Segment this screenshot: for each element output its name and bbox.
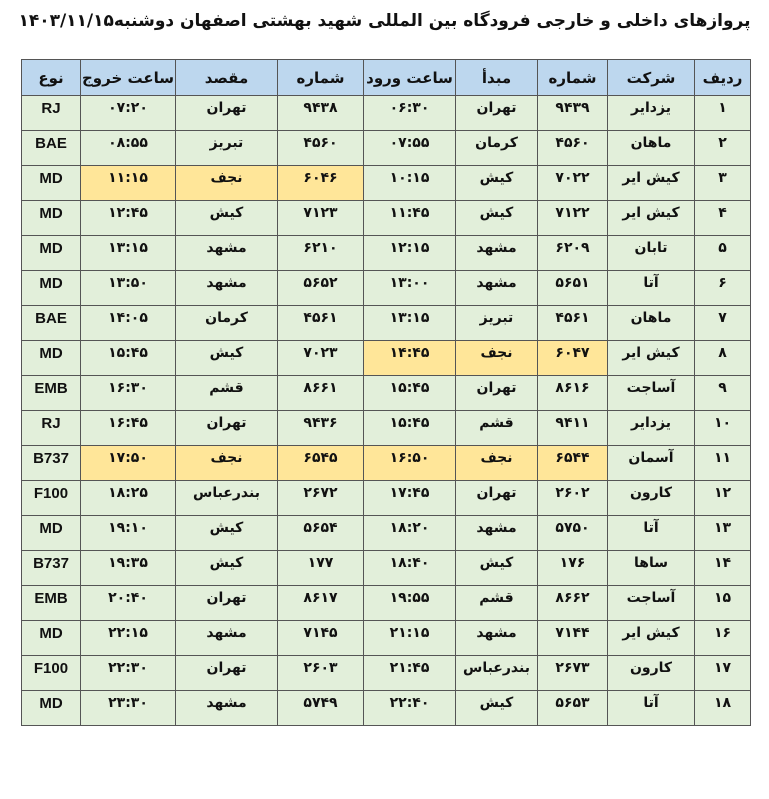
row-number-cell: ۱۳: [695, 516, 751, 551]
aircraft-type-cell: EMB: [22, 586, 81, 621]
header-origin: مبدأ: [456, 60, 538, 96]
destination-cell: بندرعباس: [176, 481, 278, 516]
table-row: [22, 166, 751, 201]
flight-rows: [22, 96, 751, 726]
departure-time-cell: ۲۲:۱۵: [81, 621, 176, 656]
arrival-flight-number-cell: ۶۵۴۴: [538, 446, 608, 481]
origin-cell: قشم: [456, 586, 538, 621]
table-row: [22, 306, 751, 341]
aircraft-type-cell: MD: [22, 201, 81, 236]
airline-cell: آتا: [608, 516, 695, 551]
departure-flight-number-cell: ۸۶۱۷: [278, 586, 364, 621]
header-airline: شرکت: [608, 60, 695, 96]
aircraft-type-cell: MD: [22, 621, 81, 656]
departure-time-cell: ۱۵:۴۵: [81, 341, 176, 376]
departure-flight-number-cell: ۷۱۲۳: [278, 201, 364, 236]
origin-cell: تهران: [456, 481, 538, 516]
aircraft-type-cell: B737: [22, 551, 81, 586]
table-row: [22, 411, 751, 446]
aircraft-type-cell: RJ: [22, 411, 81, 446]
origin-cell: کیش: [456, 551, 538, 586]
departure-time-cell: ۱۹:۱۰: [81, 516, 176, 551]
departure-flight-number-cell: ۵۶۵۴: [278, 516, 364, 551]
airline-cell: کیش ایر: [608, 166, 695, 201]
departure-time-cell: ۲۰:۴۰: [81, 586, 176, 621]
destination-cell: نجف: [176, 446, 278, 481]
arrival-flight-number-cell: ۹۴۱۱: [538, 411, 608, 446]
table-row: [22, 481, 751, 516]
origin-cell: کیش: [456, 691, 538, 726]
arrival-flight-number-cell: ۵۶۵۱: [538, 271, 608, 306]
arrival-flight-number-cell: ۴۵۶۱: [538, 306, 608, 341]
destination-cell: کیش: [176, 201, 278, 236]
arrival-time-cell: ۱۵:۴۵: [364, 411, 456, 446]
table-row: [22, 516, 751, 551]
departure-flight-number-cell: ۶۰۴۶: [278, 166, 364, 201]
arrival-time-cell: ۰۶:۳۰: [364, 96, 456, 131]
row-number-cell: ۱: [695, 96, 751, 131]
row-number-cell: ۱۴: [695, 551, 751, 586]
departure-time-cell: ۱۳:۱۵: [81, 236, 176, 271]
destination-cell: مشهد: [176, 271, 278, 306]
table-row: [22, 96, 751, 131]
arrival-flight-number-cell: ۷۱۴۴: [538, 621, 608, 656]
page-title: پروازهای داخلی و خارجی فرودگاه بین المللی شهید بهشتی اصفهان دوشنبه۱۴۰۳/۱۱/۱۵: [18, 11, 751, 31]
row-number-cell: ۱۶: [695, 621, 751, 656]
arrival-time-cell: ۱۳:۱۵: [364, 306, 456, 341]
aircraft-type-cell: MD: [22, 691, 81, 726]
origin-cell: مشهد: [456, 271, 538, 306]
airline-cell: کیش ایر: [608, 621, 695, 656]
table-row: [22, 341, 751, 376]
departure-time-cell: ۱۳:۵۰: [81, 271, 176, 306]
row-number-cell: ۱۸: [695, 691, 751, 726]
header-row-number: ردیف: [695, 60, 751, 96]
aircraft-type-cell: RJ: [22, 96, 81, 131]
airline-cell: یزدایر: [608, 411, 695, 446]
origin-cell: نجف: [456, 341, 538, 376]
departure-flight-number-cell: ۶۵۴۵: [278, 446, 364, 481]
departure-flight-number-cell: ۱۷۷: [278, 551, 364, 586]
row-number-cell: ۳: [695, 166, 751, 201]
header-aircraft-type: نوع: [22, 60, 81, 96]
airline-cell: کارون: [608, 656, 695, 691]
aircraft-type-cell: EMB: [22, 376, 81, 411]
origin-cell: مشهد: [456, 516, 538, 551]
origin-cell: کیش: [456, 201, 538, 236]
aircraft-type-cell: B737: [22, 446, 81, 481]
departure-time-cell: ۰۷:۲۰: [81, 96, 176, 131]
table-row: [22, 691, 751, 726]
table-row: [22, 551, 751, 586]
table-row: [22, 586, 751, 621]
departure-time-cell: ۱۶:۴۵: [81, 411, 176, 446]
destination-cell: مشهد: [176, 236, 278, 271]
arrival-time-cell: ۱۴:۴۵: [364, 341, 456, 376]
destination-cell: نجف: [176, 166, 278, 201]
arrival-flight-number-cell: ۸۶۶۲: [538, 586, 608, 621]
row-number-cell: ۱۰: [695, 411, 751, 446]
airline-cell: تابان: [608, 236, 695, 271]
aircraft-type-cell: MD: [22, 236, 81, 271]
destination-cell: تهران: [176, 411, 278, 446]
destination-cell: کرمان: [176, 306, 278, 341]
departure-time-cell: ۲۲:۳۰: [81, 656, 176, 691]
departure-flight-number-cell: ۸۶۶۱: [278, 376, 364, 411]
arrival-time-cell: ۱۷:۴۵: [364, 481, 456, 516]
table-row: [22, 446, 751, 481]
origin-cell: مشهد: [456, 621, 538, 656]
airline-cell: آسمان: [608, 446, 695, 481]
arrival-time-cell: ۱۱:۴۵: [364, 201, 456, 236]
row-number-cell: ۶: [695, 271, 751, 306]
departure-time-cell: ۱۴:۰۵: [81, 306, 176, 341]
aircraft-type-cell: MD: [22, 341, 81, 376]
airline-cell: کیش ایر: [608, 341, 695, 376]
airline-cell: کیش ایر: [608, 201, 695, 236]
destination-cell: کیش: [176, 516, 278, 551]
departure-time-cell: ۱۸:۲۵: [81, 481, 176, 516]
arrival-flight-number-cell: ۵۷۵۰: [538, 516, 608, 551]
table-row: [22, 656, 751, 691]
arrival-time-cell: ۱۹:۵۵: [364, 586, 456, 621]
aircraft-type-cell: BAE: [22, 131, 81, 166]
arrival-flight-number-cell: ۹۴۳۹: [538, 96, 608, 131]
departure-time-cell: ۰۸:۵۵: [81, 131, 176, 166]
origin-cell: تبریز: [456, 306, 538, 341]
arrival-time-cell: ۱۳:۰۰: [364, 271, 456, 306]
header-arrival-flight-number: شماره: [538, 60, 608, 96]
departure-flight-number-cell: ۴۵۶۱: [278, 306, 364, 341]
aircraft-type-cell: BAE: [22, 306, 81, 341]
arrival-flight-number-cell: ۶۲۰۹: [538, 236, 608, 271]
origin-cell: کرمان: [456, 131, 538, 166]
destination-cell: تهران: [176, 656, 278, 691]
row-number-cell: ۱۷: [695, 656, 751, 691]
departure-time-cell: ۱۷:۵۰: [81, 446, 176, 481]
row-number-cell: ۱۲: [695, 481, 751, 516]
flights-table: [21, 59, 751, 726]
origin-cell: نجف: [456, 446, 538, 481]
row-number-cell: ۹: [695, 376, 751, 411]
table-row: [22, 621, 751, 656]
arrival-flight-number-cell: ۷۰۲۲: [538, 166, 608, 201]
row-number-cell: ۵: [695, 236, 751, 271]
departure-time-cell: ۱۱:۱۵: [81, 166, 176, 201]
origin-cell: مشهد: [456, 236, 538, 271]
origin-cell: قشم: [456, 411, 538, 446]
departure-time-cell: ۲۳:۳۰: [81, 691, 176, 726]
arrival-time-cell: ۲۱:۴۵: [364, 656, 456, 691]
table-row: [22, 376, 751, 411]
row-number-cell: ۷: [695, 306, 751, 341]
arrival-time-cell: ۱۰:۱۵: [364, 166, 456, 201]
airline-cell: آتا: [608, 271, 695, 306]
header-arrival-time: ساعت ورود: [364, 60, 456, 96]
arrival-time-cell: ۱۶:۵۰: [364, 446, 456, 481]
departure-flight-number-cell: ۴۵۶۰: [278, 131, 364, 166]
arrival-flight-number-cell: ۵۶۵۳: [538, 691, 608, 726]
departure-time-cell: ۱۲:۴۵: [81, 201, 176, 236]
aircraft-type-cell: F100: [22, 481, 81, 516]
row-number-cell: ۱۱: [695, 446, 751, 481]
airline-cell: ساها: [608, 551, 695, 586]
row-number-cell: ۱۵: [695, 586, 751, 621]
arrival-time-cell: ۱۵:۴۵: [364, 376, 456, 411]
origin-cell: بندرعباس: [456, 656, 538, 691]
arrival-flight-number-cell: ۴۵۶۰: [538, 131, 608, 166]
destination-cell: مشهد: [176, 621, 278, 656]
table-row: [22, 236, 751, 271]
airline-cell: ماهان: [608, 306, 695, 341]
arrival-time-cell: ۱۸:۴۰: [364, 551, 456, 586]
table-row: [22, 201, 751, 236]
table-row: [22, 131, 751, 166]
arrival-flight-number-cell: ۲۶۰۲: [538, 481, 608, 516]
departure-flight-number-cell: ۵۷۴۹: [278, 691, 364, 726]
row-number-cell: ۴: [695, 201, 751, 236]
airline-cell: یزدایر: [608, 96, 695, 131]
aircraft-type-cell: MD: [22, 166, 81, 201]
arrival-time-cell: ۰۷:۵۵: [364, 131, 456, 166]
destination-cell: تهران: [176, 586, 278, 621]
table-row: [22, 271, 751, 306]
origin-cell: تهران: [456, 96, 538, 131]
origin-cell: کیش: [456, 166, 538, 201]
destination-cell: تهران: [176, 96, 278, 131]
departure-flight-number-cell: ۶۲۱۰: [278, 236, 364, 271]
airline-cell: آساجت: [608, 586, 695, 621]
departure-time-cell: ۱۶:۳۰: [81, 376, 176, 411]
aircraft-type-cell: MD: [22, 271, 81, 306]
header-departure-flight-number: شماره: [278, 60, 364, 96]
arrival-time-cell: ۱۸:۲۰: [364, 516, 456, 551]
departure-flight-number-cell: ۲۶۷۲: [278, 481, 364, 516]
arrival-flight-number-cell: ۸۶۱۶: [538, 376, 608, 411]
arrival-time-cell: ۲۱:۱۵: [364, 621, 456, 656]
airline-cell: ماهان: [608, 131, 695, 166]
destination-cell: مشهد: [176, 691, 278, 726]
destination-cell: کیش: [176, 341, 278, 376]
departure-flight-number-cell: ۷۱۴۵: [278, 621, 364, 656]
arrival-flight-number-cell: ۶۰۴۷: [538, 341, 608, 376]
departure-flight-number-cell: ۹۴۳۸: [278, 96, 364, 131]
header-departure-time: ساعت خروج: [81, 60, 176, 96]
origin-cell: تهران: [456, 376, 538, 411]
arrival-time-cell: ۲۲:۴۰: [364, 691, 456, 726]
destination-cell: تبریز: [176, 131, 278, 166]
departure-flight-number-cell: ۲۶۰۳: [278, 656, 364, 691]
arrival-flight-number-cell: ۲۶۷۳: [538, 656, 608, 691]
arrival-flight-number-cell: ۱۷۶: [538, 551, 608, 586]
header-row: [22, 60, 751, 96]
row-number-cell: ۸: [695, 341, 751, 376]
header-destination: مقصد: [176, 60, 278, 96]
aircraft-type-cell: MD: [22, 516, 81, 551]
airline-cell: آساجت: [608, 376, 695, 411]
departure-flight-number-cell: ۵۶۵۲: [278, 271, 364, 306]
arrival-flight-number-cell: ۷۱۲۲: [538, 201, 608, 236]
aircraft-type-cell: F100: [22, 656, 81, 691]
destination-cell: قشم: [176, 376, 278, 411]
row-number-cell: ۲: [695, 131, 751, 166]
airline-cell: آتا: [608, 691, 695, 726]
departure-flight-number-cell: ۷۰۲۳: [278, 341, 364, 376]
departure-time-cell: ۱۹:۳۵: [81, 551, 176, 586]
departure-flight-number-cell: ۹۴۳۶: [278, 411, 364, 446]
airline-cell: کارون: [608, 481, 695, 516]
arrival-time-cell: ۱۲:۱۵: [364, 236, 456, 271]
destination-cell: کیش: [176, 551, 278, 586]
